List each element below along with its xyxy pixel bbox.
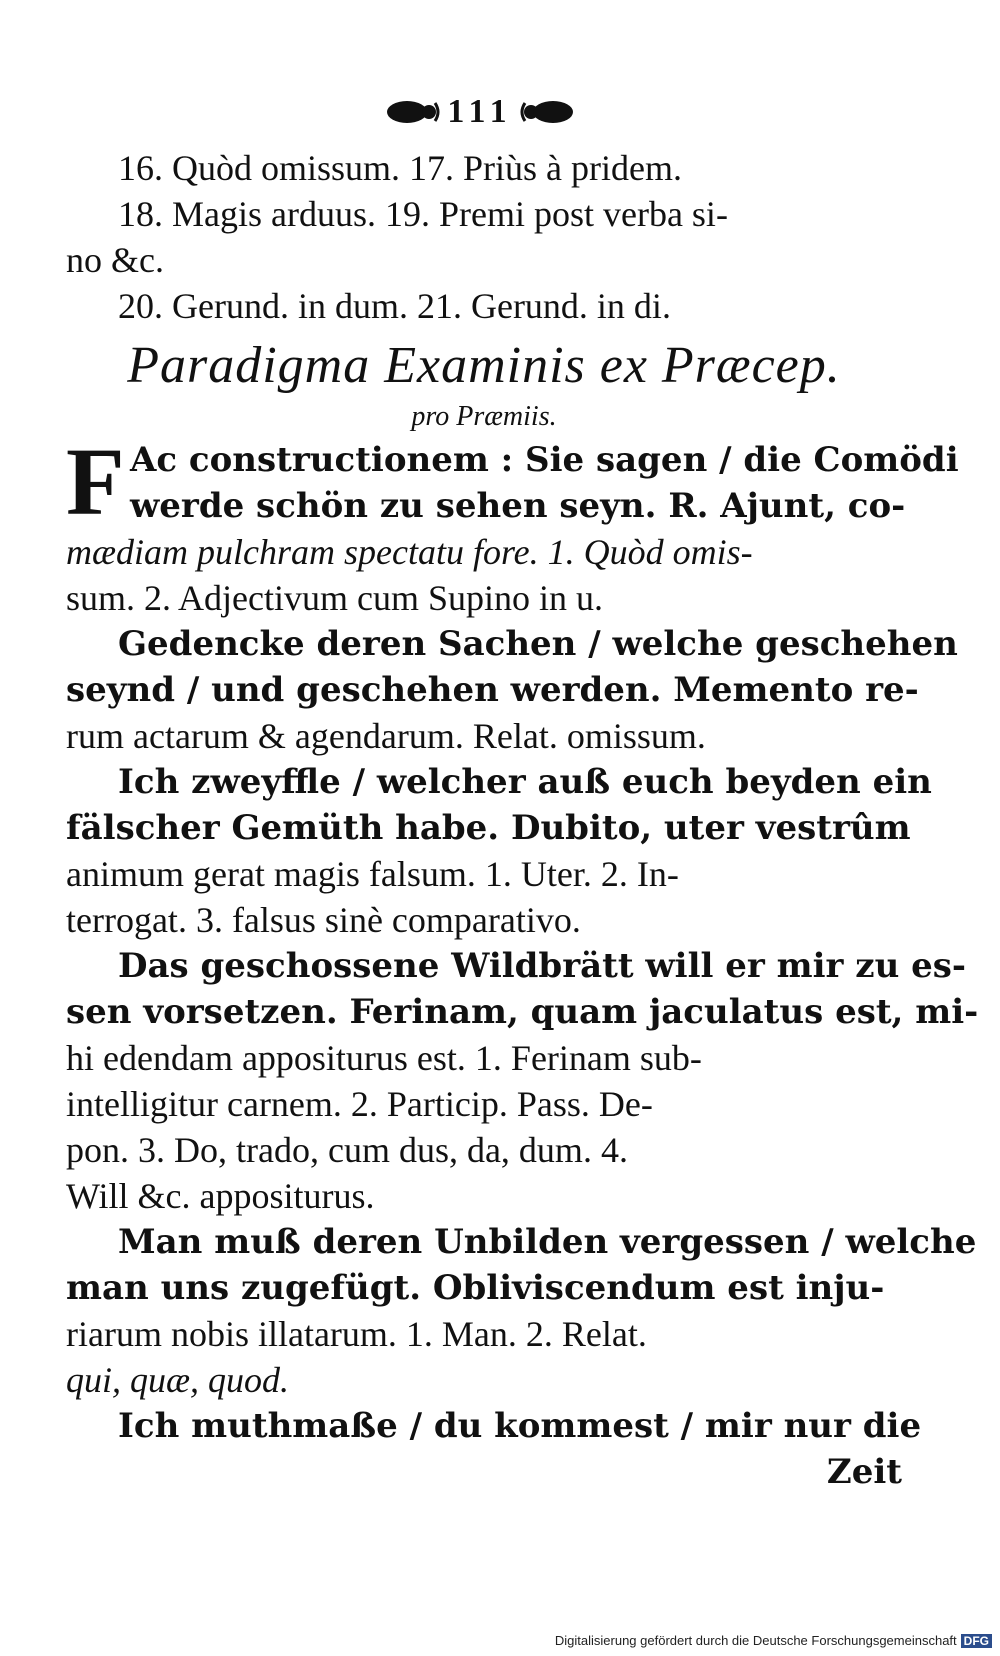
text-line: hi edendam appositurus est. 1. Ferinam sub- xyxy=(66,1038,702,1078)
text-line: animum gerat magis falsum. 1. Uter. 2. In- xyxy=(66,854,679,894)
text-line: pon. 3. Do, trado, cum dus, da, dum. 4. xyxy=(66,1130,628,1170)
drop-cap: F xyxy=(66,428,125,535)
text-line: 20. Gerund. in dum. 21. Gerund. in di. xyxy=(118,286,671,326)
paragraph-2 xyxy=(66,621,958,759)
text-line: Man muß deren Unbilden vergessen / welche xyxy=(118,1222,977,1262)
text-line: Gedencke deren Sachen / welche geschehen xyxy=(118,624,958,664)
digitization-footer xyxy=(555,1633,992,1648)
section-subheading: pro Præmiis. xyxy=(411,401,557,432)
text-line: rum actarum & agendarum. Relat. omissum. xyxy=(66,716,706,756)
text-line: intelligitur carnem. 2. Particip. Pass. De- xyxy=(66,1084,653,1124)
catchword: Zeit xyxy=(826,1452,902,1492)
text-line: Das geschossene Wildbrätt will er mir zu es- xyxy=(118,946,967,986)
text-line: 18. Magis arduus. 19. Premi post verba si- xyxy=(118,194,728,234)
paragraph-1 xyxy=(66,428,959,535)
ornament-right-icon xyxy=(519,97,575,127)
text-line: Ich zweyffle / welcher auß euch beyden ein xyxy=(118,762,932,802)
page-number: 111 xyxy=(447,93,513,130)
text-line: no &c. xyxy=(66,240,164,280)
text-line: terrogat. 3. falsus sinè comparativo. xyxy=(66,900,581,940)
text-line: sum. 2. Adjectivum cum Supino in u. xyxy=(66,578,603,618)
text-line: mædiam pulchram spectatu fore. 1. Quòd omis- xyxy=(66,532,753,572)
text-line: werde schön zu sehen seyn. R. Ajunt, co- xyxy=(130,486,906,526)
section-heading: Paradigma Examinis ex Præcep. xyxy=(127,337,841,394)
text-line: Ac constructionem : Sie sagen / die Comödi xyxy=(130,440,959,480)
text-line: Ich muthmaße / du kommest / mir nur die xyxy=(118,1406,922,1446)
footer-text: Digitalisierung gefördert durch die Deutsche Forschungsgemeinschaft xyxy=(554,1633,957,1648)
text-line: 16. Quòd omissum. 17. Priùs à pridem. xyxy=(118,148,682,188)
page-text xyxy=(66,145,979,1495)
ornament-left-icon xyxy=(385,97,441,127)
text-line: fälscher Gemüth habe. Dubito, uter vestrûm xyxy=(66,808,911,848)
text-line: seynd / und geschehen werden. Memento re- xyxy=(66,670,919,710)
paragraph-3 xyxy=(66,759,932,943)
paragraph-6 xyxy=(66,1403,922,1449)
text-line: man uns zugefügt. Obliviscendum est inju- xyxy=(66,1268,885,1308)
page-header xyxy=(320,82,640,142)
text-line: Will &c. appositurus. xyxy=(66,1176,375,1216)
text-line: sen vorsetzen. Ferinam, quam jaculatus est, mi- xyxy=(66,992,979,1032)
paragraph-5 xyxy=(66,1219,977,1403)
text-line: riarum nobis illatarum. 1. Man. 2. Relat. xyxy=(66,1314,647,1354)
text-line: qui, quæ, quod. xyxy=(66,1360,290,1400)
paragraph-4 xyxy=(66,943,979,1219)
dfg-logo: DFG xyxy=(961,1634,992,1648)
